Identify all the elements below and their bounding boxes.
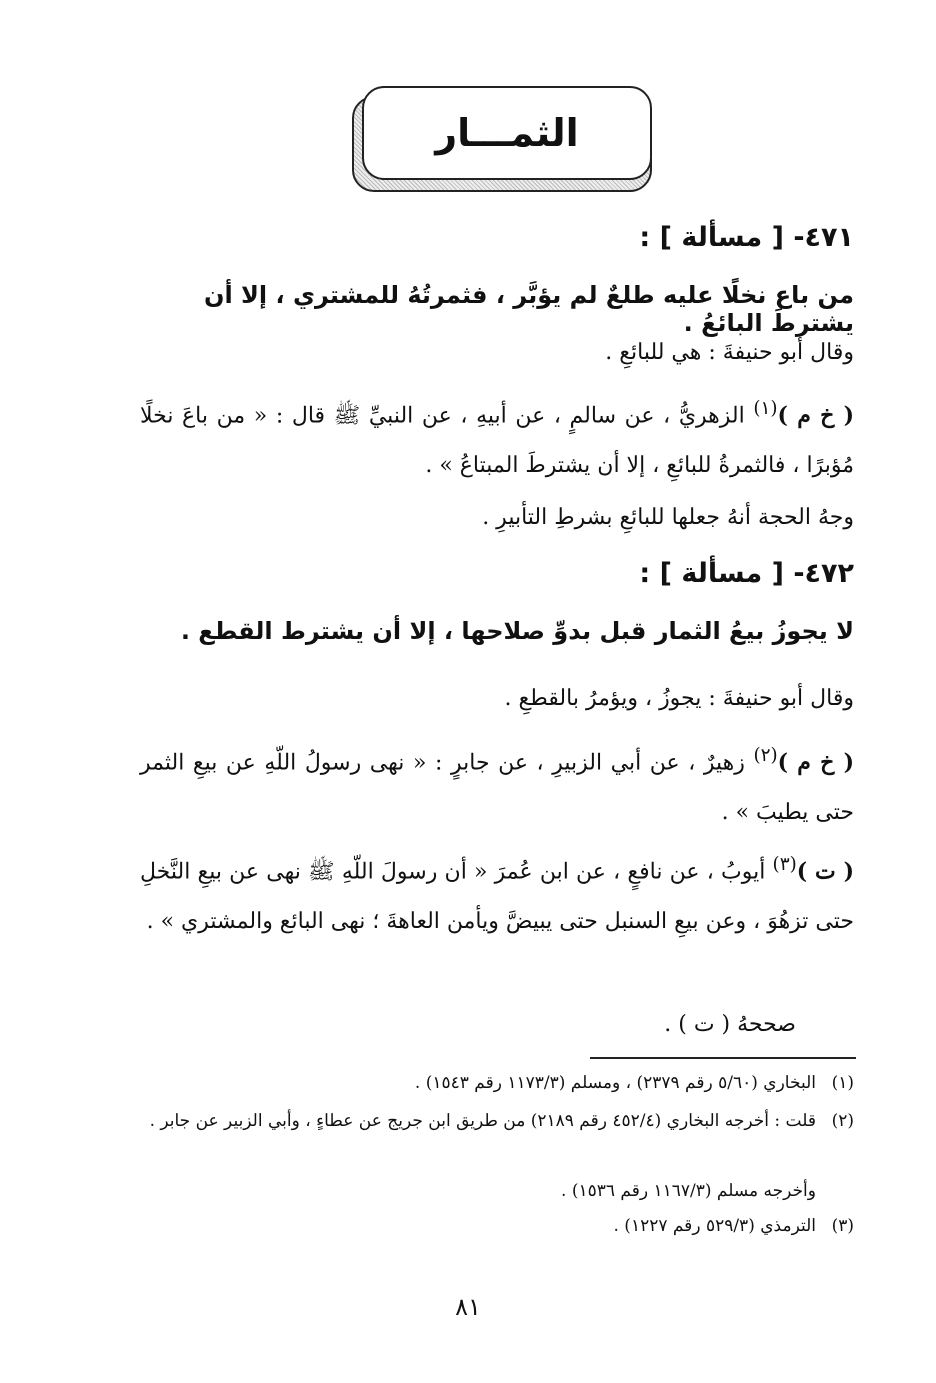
footnote-number: (٣): [831, 1216, 854, 1236]
section-472-grading: صححهُ ( ت ) .: [664, 1012, 796, 1037]
footnote-ref: (٣): [772, 854, 797, 875]
section-472-evidence-1: [140, 731, 854, 838]
page-number: ٨١: [455, 1293, 481, 1321]
evidence-source: ( ت ): [796, 858, 854, 885]
section-471-evidence: [140, 384, 854, 491]
footnote-3: [140, 1213, 854, 1239]
footnote-ref: (١): [753, 398, 778, 419]
footnote-text: البخاري (٥/٦٠ رقم ٢٣٧٩) ، ومسلم (١١٧٣/٣ رقم ١٥٤٣) .: [414, 1073, 816, 1093]
chapter-title: الثمـــار: [435, 111, 579, 155]
section-471-reasoning: وجهُ الحجة أنهُ جعلها للبائعِ بشرطِ التأبيرِ .: [482, 505, 854, 530]
section-471-opinion: وقال أبو حنيفةَ : هي للبائعِ .: [605, 340, 854, 365]
section-472-ruling: لا يجوزُ بيعُ الثمار قبل بدوِّ صلاحها ، إلا أن يشترط القطع .: [180, 617, 854, 645]
evidence-text: أيوبُ ، عن نافعٍ ، عن ابن عُمرَ « أن رسولَ اللّهِ ﷺ نهى عن بيعِ النَّخلِ حتى تزهُوَ ، وعن بيعِ السنبل حتى يبيضَّ ويأمن العاهةَ ؛ نهى البائع والمشتري » .: [140, 859, 854, 935]
section-472-heading: ٤٧٢- [ مسألة ] :: [639, 558, 854, 589]
footnote-text: الترمذي (٥٢٩/٣ رقم ١٢٢٧) .: [613, 1216, 816, 1236]
footnote-2: [140, 1108, 854, 1134]
section-471-heading: ٤٧١- [ مسألة ] :: [639, 222, 854, 253]
title-box: [362, 86, 652, 180]
footnote-number: (١): [831, 1073, 854, 1093]
footnote-2-continued: [140, 1178, 816, 1204]
footnote-number: (٢): [831, 1111, 854, 1131]
evidence-source: ( خ م ): [777, 749, 854, 776]
evidence-source: ( خ م ): [777, 402, 854, 429]
footnote-text: وأخرجه مسلم (١١٦٧/٣ رقم ١٥٣٦) .: [561, 1181, 816, 1201]
footnote-divider: [590, 1057, 856, 1059]
footnote-1: [140, 1070, 854, 1096]
footnote-text: قلت : أخرجه البخاري (٤٥٢/٤ رقم ٢١٨٩) من طريق ابن جريج عن عطاءٍ ، وأبي الزبير عن جابر .: [149, 1111, 816, 1131]
evidence-text: الزهريُّ ، عن سالمٍ ، عن أبيهِ ، عن النبيِّ ﷺ قال : « من باعَ نخلًا مُؤبرًا ، فالثمرةُ للبائعِ ، إلا أن يشترطَ المبتاعُ » .: [140, 403, 854, 479]
section-472-evidence-2: [140, 840, 854, 947]
section-472-opinion: وقال أبو حنيفةَ : يجوزُ ، ويؤمرُ بالقطعِ .: [504, 686, 854, 711]
evidence-text: زهيرٌ ، عن أبي الزبيرِ ، عن جابرٍ : « نهى رسولُ اللّهِ عن بيعِ الثمر حتى يطيبَ » .: [140, 750, 854, 826]
footnote-ref: (٢): [753, 745, 778, 766]
section-471-ruling: من باع نخلًا عليه طلعٌ لم يؤبَّر ، فثمرتُهُ للمشتري ، إلا أن يشترطَ البائعُ .: [203, 281, 854, 337]
